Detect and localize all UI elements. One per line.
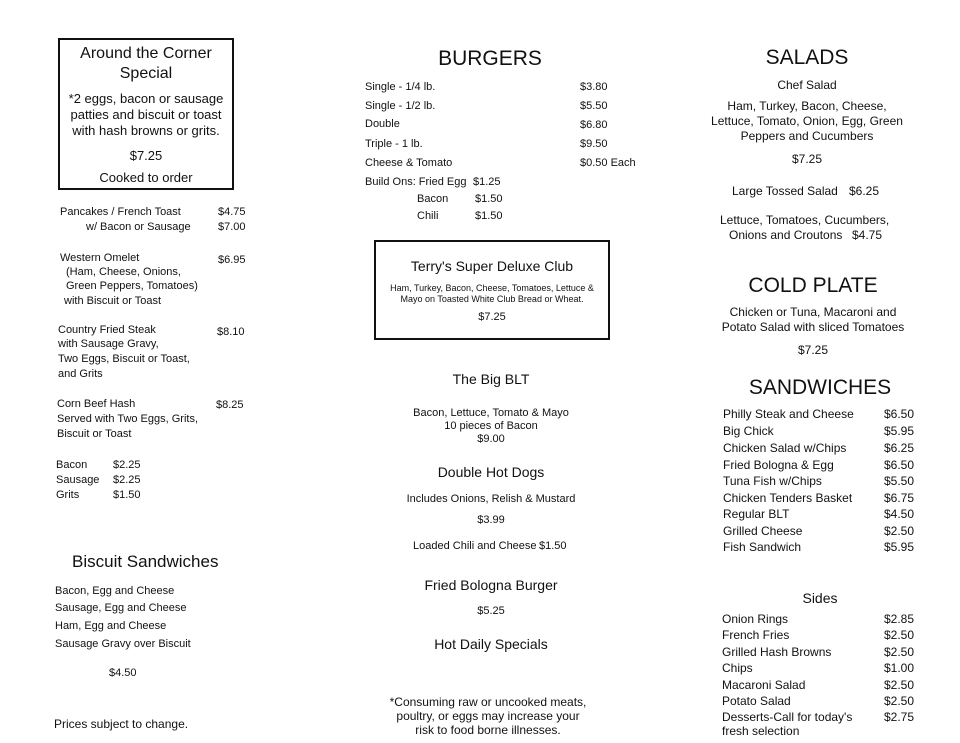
disclaimer-line-1: *Consuming raw or uncooked meats, (389, 695, 587, 709)
side-price: $2.50 (884, 678, 915, 692)
dessert-continuation: fresh selection (722, 724, 800, 738)
sandwich-name: Regular BLT (723, 507, 790, 521)
cold-plate-price: $7.25 (797, 343, 829, 357)
sandwich-price: $5.50 (884, 474, 915, 488)
blt-price: $9.00 (477, 433, 505, 445)
club-title: Terry's Super Deluxe Club (410, 258, 574, 274)
menu-item-hash-desc1: Served with Two Eggs, Grits, (57, 413, 199, 425)
bologna-price: $5.25 (477, 605, 505, 617)
hotdogs-price: $3.99 (477, 514, 505, 526)
side-grits: Grits (56, 489, 80, 501)
menu-item-steak-desc1: with Sausage Gravy, (58, 338, 159, 350)
side-price: $2.50 (884, 694, 915, 708)
disclaimer-line-2: poultry, or eggs may increase your (396, 709, 580, 723)
burger-item-5: Cheese & Tomato (365, 157, 453, 169)
blt-desc-2: 10 pieces of Bacon (444, 420, 538, 432)
blt-desc-1: Bacon, Lettuce, Tomato & Mayo (413, 407, 569, 419)
loaded-chili-price: $1.50 (539, 540, 567, 552)
sandwich-price: $6.50 (884, 458, 915, 472)
menu-item-omelet: Western Omelet (60, 252, 140, 264)
menu-item-omelet-desc3: with Biscuit or Toast (64, 295, 162, 307)
chef-price: $7.25 (791, 152, 823, 166)
blt-title: The Big BLT (452, 371, 530, 387)
buildon-bacon-price: $1.50 (475, 193, 503, 205)
menu-item-pancakes: Pancakes / French Toast (60, 206, 181, 218)
salads-title: SALADS (765, 46, 849, 69)
price-disclaimer: Prices subject to change. (54, 717, 189, 731)
biscuit-title: Biscuit Sandwiches (72, 552, 219, 571)
side-name: Grilled Hash Browns (722, 645, 832, 659)
menu-item-hash: Corn Beef Hash (57, 398, 136, 410)
side-name: Onion Rings (722, 612, 789, 626)
menu-item-steak-desc3: and Grits (58, 368, 103, 380)
burger-item-3: Double (365, 118, 400, 130)
special-price: $7.25 (129, 148, 163, 163)
buildon-chili: Chili (417, 210, 439, 222)
side-name: Potato Salad (722, 694, 791, 708)
menu-price-pancakes-meat: $7.00 (218, 221, 246, 233)
special-note: Cooked to order (99, 170, 193, 185)
chef-salad: Chef Salad (777, 78, 837, 92)
sandwich-name: Chicken Tenders Basket (723, 491, 853, 505)
side-name: Desserts-Call for today's (722, 710, 853, 724)
side-grits-price: $1.50 (113, 489, 141, 501)
burger-item-2: Single - 1/2 lb. (365, 100, 436, 112)
cold-plate-desc-1: Chicken or Tuna, Macaroni and (729, 305, 897, 319)
side-sausage-price: $2.25 (113, 474, 141, 486)
biscuit-item-4: Sausage Gravy over Biscuit (55, 638, 191, 650)
menu-item-hash-desc2: Biscuit or Toast (57, 428, 132, 440)
menu-item-pancakes-meat: w/ Bacon or Sausage (86, 221, 191, 233)
sandwich-price: $5.95 (884, 424, 915, 438)
sandwich-name: Fried Bologna & Egg (723, 458, 834, 472)
loaded-chili-label: Loaded Chili and Cheese (413, 540, 537, 552)
special-title-line2: Special (119, 65, 173, 82)
burger-price-4: $9.50 (580, 138, 608, 150)
bologna-title: Fried Bologna Burger (424, 577, 558, 593)
menu-price-hash: $8.25 (216, 399, 244, 411)
menu-item-omelet-desc1: (Ham, Cheese, Onions, (66, 266, 181, 278)
sandwich-name: Philly Steak and Cheese (723, 407, 854, 421)
chef-desc-2: Lettuce, Tomato, Onion, Egg, Green (711, 114, 903, 128)
burger-item-4: Triple - 1 lb. (365, 138, 423, 150)
chef-desc-1: Ham, Turkey, Bacon, Cheese, (727, 99, 887, 113)
special-desc-line3: with hash browns or grits. (72, 123, 220, 138)
sandwich-price: $6.25 (884, 441, 915, 455)
chef-desc-3: Peppers and Cucumbers (740, 129, 874, 143)
side-bacon-price: $2.25 (113, 459, 141, 471)
burger-price-2: $5.50 (580, 100, 608, 112)
tossed-salad: Large Tossed Salad (732, 184, 838, 198)
biscuit-item-2: Sausage, Egg and Cheese (55, 602, 187, 614)
daily-specials-title: Hot Daily Specials (434, 636, 548, 652)
special-title-line1: Around the Corner (80, 45, 212, 62)
menu-item-omelet-desc2: Green Peppers, Tomatoes) (66, 280, 198, 292)
buildon-egg-price: $1.25 (473, 176, 501, 188)
menu-item-steak: Country Fried Steak (58, 324, 156, 336)
burger-price-5: $0.50 Each (580, 157, 636, 169)
cold-plate-desc-2: Potato Salad with sliced Tomatoes (721, 320, 905, 334)
side-price: $2.50 (884, 628, 915, 642)
club-price: $7.25 (478, 311, 506, 323)
disclaimer-line-3: risk to food borne illnesses. (415, 723, 561, 737)
buildon-chili-price: $1.50 (475, 210, 503, 222)
sandwich-price: $2.50 (884, 524, 915, 538)
small-salad-line1: Lettuce, Tomatoes, Cucumbers, (720, 213, 890, 227)
cold-plate-title: COLD PLATE (748, 274, 878, 297)
side-name: Macaroni Salad (722, 678, 806, 692)
biscuit-item-3: Ham, Egg and Cheese (55, 620, 167, 632)
sandwiches-title: SANDWICHES (748, 376, 892, 399)
special-desc-line2: patties and biscuit or toast (70, 107, 222, 122)
club-desc-2: Mayo on Toasted White Club Bread or Wheat. (400, 294, 584, 304)
sandwich-price: $6.75 (884, 491, 915, 505)
buildon-bacon: Bacon (417, 193, 449, 205)
menu-price-steak: $8.10 (217, 326, 245, 338)
sandwich-name: Chicken Salad w/Chips (723, 441, 847, 455)
sandwich-name: Big Chick (723, 424, 774, 438)
menu-item-steak-desc2: Two Eggs, Biscuit or Toast, (58, 353, 190, 365)
menu-price-omelet: $6.95 (218, 254, 246, 266)
small-salad-line2: Onions and Croutons (729, 228, 843, 242)
sandwich-price: $6.50 (884, 407, 915, 421)
hotdogs-desc: Includes Onions, Relish & Mustard (406, 493, 576, 505)
sandwich-price: $4.50 (884, 507, 915, 521)
biscuit-price: $4.50 (109, 667, 137, 679)
side-sausage: Sausage (56, 474, 100, 486)
sandwich-name: Fish Sandwich (723, 540, 802, 554)
special-desc-line1: *2 eggs, bacon or sausage (68, 91, 224, 106)
burgers-title: BURGERS (438, 47, 542, 70)
menu-price-pancakes: $4.75 (218, 206, 246, 218)
side-price: $1.00 (884, 661, 915, 675)
side-price: $2.85 (884, 612, 915, 626)
biscuit-item-1: Bacon, Egg and Cheese (55, 585, 175, 597)
buildons-label: Build Ons: Fried Egg (365, 176, 467, 188)
sandwich-name: Grilled Cheese (723, 524, 803, 538)
side-price: $2.75 (884, 710, 915, 724)
burger-price-1: $3.80 (580, 81, 608, 93)
burger-price-3: $6.80 (580, 119, 608, 131)
small-salad-price: $4.75 (852, 228, 883, 242)
club-desc-1: Ham, Turkey, Bacon, Cheese, Tomatoes, Lettuce & (390, 283, 594, 293)
sandwich-name: Tuna Fish w/Chips (723, 474, 822, 488)
side-name: Chips (722, 661, 753, 675)
sandwich-price: $5.95 (884, 540, 915, 554)
side-name: French Fries (722, 628, 790, 642)
side-bacon: Bacon (56, 459, 88, 471)
burger-item-1: Single - 1/4 lb. (365, 81, 436, 93)
tossed-salad-price: $6.25 (849, 184, 880, 198)
sides-title: Sides (802, 590, 838, 606)
hotdogs-title: Double Hot Dogs (437, 464, 545, 480)
side-price: $2.50 (884, 645, 915, 659)
